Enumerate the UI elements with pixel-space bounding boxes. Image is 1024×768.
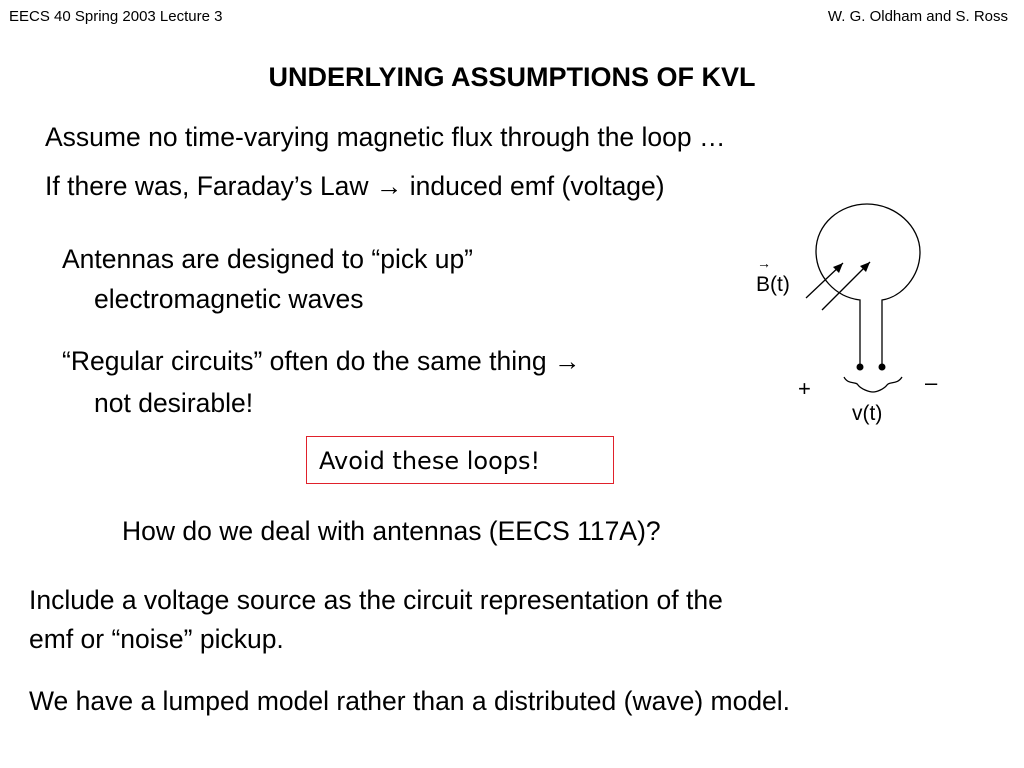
voltage-brace	[844, 377, 902, 392]
terminal-dot-left	[857, 364, 864, 371]
bullet-antennas-line-1: Antennas are designed to “pick up”	[62, 244, 474, 274]
plus-sign: +	[798, 376, 811, 401]
flux-arrow-2	[822, 262, 870, 310]
loop-wire	[816, 204, 920, 365]
intro-line-2: If there was, Faraday’s Law → induced emf (voltage)	[45, 171, 665, 201]
bullet-circuits-line-2: not desirable!	[94, 388, 254, 418]
b-field-label: B(t)	[756, 273, 790, 296]
callout-text: Avoid these loops!	[319, 447, 541, 475]
conclusion-text: We have a lumped model rather than a distributed (wave) model.	[29, 686, 791, 716]
question-text: How do we deal with antennas (EECS 117A)?	[122, 516, 661, 546]
minus-sign: –	[925, 370, 938, 395]
answer-line-1: Include a voltage source as the circuit representation of the	[29, 585, 723, 615]
b-vector-mark: →	[757, 255, 771, 271]
header-authors: W. G. Oldham and S. Ross	[827, 8, 1008, 25]
header-course: EECS 40 Spring 2003 Lecture 3	[9, 8, 223, 25]
terminal-dot-right	[879, 364, 886, 371]
callout-box	[306, 436, 614, 484]
voltage-label: v(t)	[852, 402, 883, 425]
intro-line-1: Assume no time-varying magnetic flux through the loop …	[45, 122, 726, 152]
bullet-antennas-line-2: electromagnetic waves	[94, 284, 364, 314]
answer-line-2: emf or “noise” pickup.	[29, 624, 284, 654]
slide-title: UNDERLYING ASSUMPTIONS OF KVL	[268, 62, 756, 92]
bullet-circuits-line-1: “Regular circuits” often do the same thing →	[62, 346, 581, 376]
